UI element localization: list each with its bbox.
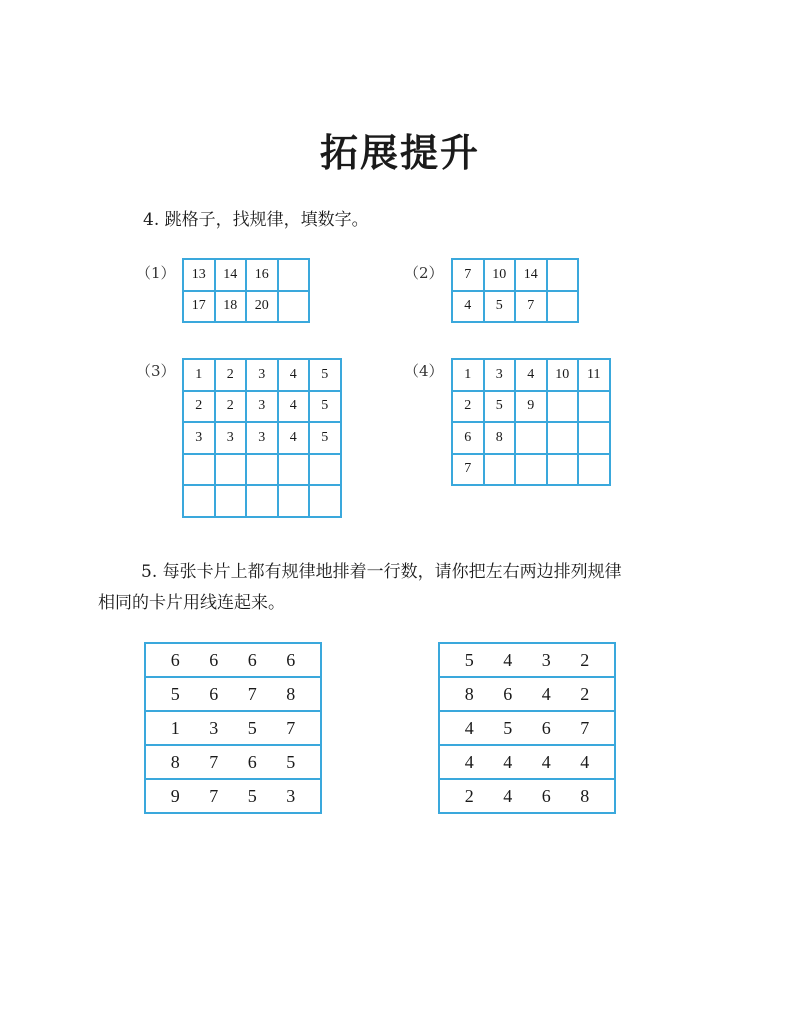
grid-cell: 14 — [215, 259, 247, 291]
grid-cell: 4 — [452, 291, 484, 323]
grid-cell: 7 — [452, 454, 484, 486]
grid-cell — [578, 391, 610, 423]
question-5-line-1: 5. 每张卡片上都有规律地排着一行数，请你把左右两边排列规律 — [141, 562, 622, 582]
card-number: 4 — [580, 751, 590, 772]
number-card[interactable] — [145, 643, 321, 677]
card-number: 7 — [286, 717, 296, 738]
card-number: 7 — [247, 683, 257, 704]
grid-cell: 2 — [452, 391, 484, 423]
grid-cell — [515, 422, 547, 454]
question-5-text — [98, 557, 738, 619]
puzzle-4-label: （4） — [404, 362, 444, 380]
grid-cell — [215, 485, 247, 517]
grid-cell: 2 — [183, 391, 215, 423]
grid-cell — [547, 259, 579, 291]
question-4-text: 4. 跳格子，找规律，填数字。 — [143, 210, 369, 230]
grid-cell: 7 — [452, 259, 484, 291]
grid-cell — [578, 454, 610, 486]
grid-cell: 10 — [484, 259, 516, 291]
puzzle-1-grid — [182, 258, 310, 323]
grid-cell — [215, 454, 247, 486]
number-card[interactable] — [439, 711, 615, 745]
puzzle-2-label: （2） — [404, 264, 444, 282]
grid-cell — [515, 454, 547, 486]
grid-cell: 4 — [278, 422, 310, 454]
card-number: 5 — [503, 717, 513, 738]
number-card[interactable] — [145, 677, 321, 711]
card-number: 7 — [209, 785, 219, 806]
grid-cell — [547, 391, 579, 423]
card-number: 7 — [209, 751, 219, 772]
grid-cell: 8 — [484, 422, 516, 454]
grid-cell: 1 — [183, 359, 215, 391]
card-number: 8 — [170, 751, 180, 772]
number-card[interactable] — [145, 711, 321, 745]
grid-cell: 9 — [515, 391, 547, 423]
card-number: 5 — [464, 649, 474, 670]
card-number: 1 — [170, 717, 180, 738]
puzzle-3-label: （3） — [136, 362, 176, 380]
grid-cell — [246, 454, 278, 486]
grid-cell: 6 — [452, 422, 484, 454]
grid-cell — [278, 485, 310, 517]
grid-cell: 18 — [215, 291, 247, 323]
card-number: 3 — [286, 785, 296, 806]
grid-cell — [547, 422, 579, 454]
grid-cell: 4 — [515, 359, 547, 391]
grid-cell — [246, 485, 278, 517]
puzzle-4-grid — [451, 358, 611, 486]
grid-cell: 2 — [215, 359, 247, 391]
grid-cell — [484, 454, 516, 486]
card-number: 6 — [541, 785, 551, 806]
card-number: 4 — [503, 751, 513, 772]
grid-cell: 5 — [309, 391, 341, 423]
grid-cell: 7 — [515, 291, 547, 323]
card-number: 8 — [286, 683, 296, 704]
grid-cell — [547, 291, 579, 323]
card-number: 4 — [464, 751, 474, 772]
grid-cell: 3 — [246, 422, 278, 454]
grid-cell: 20 — [246, 291, 278, 323]
grid-cell: 2 — [215, 391, 247, 423]
grid-cell — [309, 485, 341, 517]
card-number: 5 — [286, 751, 296, 772]
card-number: 6 — [247, 751, 257, 772]
grid-cell: 4 — [278, 391, 310, 423]
card-number: 8 — [464, 683, 474, 704]
number-card[interactable] — [145, 745, 321, 779]
grid-cell — [547, 454, 579, 486]
card-number: 3 — [209, 717, 219, 738]
grid-cell — [578, 422, 610, 454]
page-title: 拓展提升 — [319, 131, 480, 175]
grid-cell — [309, 454, 341, 486]
card-number: 5 — [170, 683, 180, 704]
card-number: 4 — [541, 683, 551, 704]
grid-cell: 5 — [484, 291, 516, 323]
grid-cell: 3 — [183, 422, 215, 454]
grid-cell: 11 — [578, 359, 610, 391]
grid-cell: 3 — [215, 422, 247, 454]
grid-cell: 3 — [246, 359, 278, 391]
card-number: 3 — [541, 649, 551, 670]
card-number: 6 — [541, 717, 551, 738]
card-number: 5 — [247, 717, 257, 738]
grid-cell: 16 — [246, 259, 278, 291]
question-5-line-2: 相同的卡片用线连起来。 — [98, 593, 285, 613]
number-card[interactable] — [439, 643, 615, 677]
grid-cell — [278, 291, 310, 323]
card-number: 2 — [464, 785, 474, 806]
card-number: 4 — [503, 785, 513, 806]
grid-cell: 13 — [183, 259, 215, 291]
puzzle-2-grid — [451, 258, 579, 323]
card-number: 6 — [247, 649, 257, 670]
grid-cell: 3 — [484, 359, 516, 391]
number-card[interactable] — [439, 745, 615, 779]
card-number: 6 — [170, 649, 180, 670]
grid-cell: 5 — [309, 359, 341, 391]
grid-cell — [278, 454, 310, 486]
card-number: 8 — [580, 785, 590, 806]
card-number: 6 — [209, 683, 219, 704]
number-card[interactable] — [439, 677, 615, 711]
card-number: 4 — [541, 751, 551, 772]
number-card[interactable] — [145, 779, 321, 813]
card-number: 2 — [580, 683, 590, 704]
grid-cell: 3 — [246, 391, 278, 423]
number-card[interactable] — [439, 779, 615, 813]
card-number: 6 — [503, 683, 513, 704]
puzzle-1-label: （1） — [136, 264, 176, 282]
card-number: 4 — [503, 649, 513, 670]
card-number: 5 — [247, 785, 257, 806]
grid-cell — [183, 485, 215, 517]
grid-cell — [278, 259, 310, 291]
grid-cell: 10 — [547, 359, 579, 391]
card-number: 7 — [580, 717, 590, 738]
left-cards — [144, 642, 322, 814]
grid-cell: 1 — [452, 359, 484, 391]
grid-cell: 5 — [309, 422, 341, 454]
card-number: 2 — [580, 649, 590, 670]
card-number: 6 — [286, 649, 296, 670]
grid-cell — [183, 454, 215, 486]
card-number: 6 — [209, 649, 219, 670]
grid-cell: 4 — [278, 359, 310, 391]
grid-cell: 5 — [484, 391, 516, 423]
grid-cell: 17 — [183, 291, 215, 323]
right-cards — [438, 642, 616, 814]
grid-cell: 14 — [515, 259, 547, 291]
card-number: 9 — [170, 785, 180, 806]
card-number: 4 — [464, 717, 474, 738]
puzzle-3-grid — [182, 358, 342, 518]
